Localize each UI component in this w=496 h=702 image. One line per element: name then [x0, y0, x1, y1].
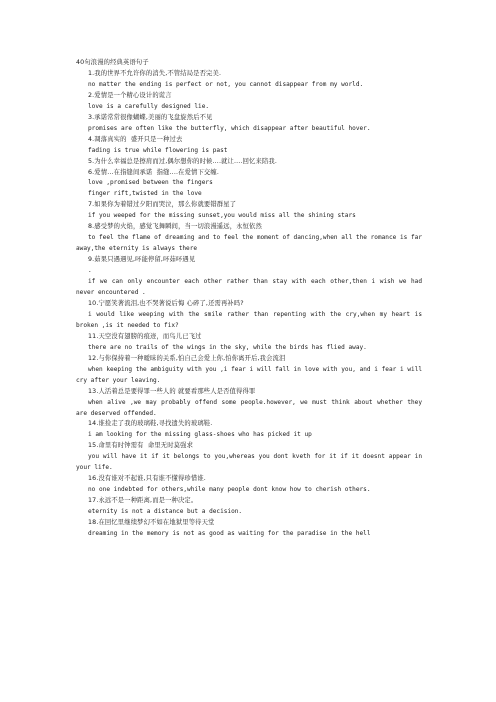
english-sentence-line: .: [88, 267, 92, 275]
chinese-sentence-line: 6.爱情...在指缝间承诺 指缝....在爱情下交缠.: [88, 168, 219, 176]
english-sentence-line: if you weeped for the missing sunset,you would miss all the shining stars: [88, 212, 356, 220]
english-sentence-line: i am looking for the missing glass-shoes who has picked it up: [88, 431, 312, 439]
chinese-sentence-line: 1.我的世界不允许你的消失,不管结局是否完美.: [88, 69, 222, 77]
chinese-sentence-line: 9.茹果只遇遇见,吥能停留,吥茹吥遇见: [88, 256, 196, 264]
english-sentence-line: to feel the flame of dreaming and to feel the moment of dancing,when all the romance is far away,the eternity is always there: [76, 234, 426, 253]
english-sentence-line: no matter the ending is perfect or not, you cannot disappear from my world.: [88, 80, 364, 88]
chinese-sentence-line: 3.承诺常常很像蝴蝶,美丽的飞盘旋然后不见: [88, 113, 213, 121]
chinese-sentence-line: 8.感受梦的火焰，感觉飞舞瞬间，当一切浪漫遥远，永恒依然: [88, 223, 262, 231]
chinese-sentence-line: 17.永远不是一种距离,而是一种决定。: [88, 497, 198, 505]
english-sentence-line: if we can only encounter each other rather than stay with each other,then i wish we had never encountered .: [76, 278, 426, 297]
english-sentence-line: you will have it if it belongs to you,whereas you dont kveth for it if it doesnt appear in your life.: [76, 453, 426, 472]
english-sentence-line: finger rift,twisted in the love: [88, 190, 202, 198]
english-sentence-line: i would like weeping with the smile rather than repenting with the cry,when my heart is broken ,is it needed to fix?: [76, 310, 426, 329]
english-sentence-line: no one indebted for others,while many people dont know how to cherish others.: [88, 486, 371, 494]
chinese-sentence-line: 12.与你保持着一种暧昧的关系,怕自己会爱上你,怕你离开后,我会流泪: [88, 354, 286, 362]
english-sentence-line: eternity is not a distance but a decision.: [88, 508, 243, 516]
chinese-sentence-line: 2.爱情是一个精心设计的谎言: [88, 91, 172, 99]
chinese-sentence-line: 18.在回忆里继续梦幻不如在地狱里等待天堂: [88, 519, 215, 527]
english-sentence-line: love is a carefully designed lie.: [88, 102, 210, 110]
english-sentence-line: promises are often like the butterfly, which disappear after beautiful hover.: [88, 124, 371, 132]
english-sentence-line: there are no trails of the wings in the sky, while the birds has flied away.: [88, 343, 367, 351]
chinese-sentence-line: 7.如果你为着错过夕阳而哭泣，那么你就要错群星了: [88, 201, 237, 209]
chinese-sentence-line: 11.天空没有翅膀的痕迹，而鸟儿已飞过: [88, 332, 202, 340]
chinese-sentence-line: 16.没有谁对不起谁,只有谁不懂得珍惜谁.: [88, 475, 206, 483]
document-body: [76, 58, 426, 540]
chinese-sentence-line: 4.凋落真实的 盛开只是一种过去: [88, 135, 183, 143]
english-sentence-line: when keeping the ambiguity with you ,i fear i will fall in love with you, and i fear i will cry after your leaving.: [76, 365, 426, 384]
english-sentence-line: fading is true while flowering is past: [88, 146, 228, 154]
chinese-sentence-line: 13.人活着总是要得罪一些人的 就要看那些人是否值得得罪: [88, 387, 256, 395]
chinese-sentence-line: 10.宁愿笑著流泪,也不哭著说后悔 心碎了,还需再补吗?: [88, 299, 244, 307]
chinese-sentence-line: 15.命里有时钟需有 命里无时莫强求: [88, 442, 194, 450]
chinese-sentence-line: 14.谁捡走了我的玻璃鞋,寻找遗失的玻璃鞋.: [88, 420, 213, 428]
document-title: 40句浪漫的经典英语句子: [76, 59, 149, 66]
english-sentence-line: when alive ,we may probably offend some people.however, we must think about whether they are deserved offended.: [76, 398, 426, 417]
english-sentence-line: love ,promised between the fingers: [88, 179, 213, 187]
chinese-sentence-line: 5.为什么幸福总是擦肩而过,偶尔想你的时候....就让....回忆来陪我.: [88, 157, 277, 165]
english-sentence-line: dreaming in the memory is not as good as waiting for the paradise in the hell: [88, 529, 371, 537]
